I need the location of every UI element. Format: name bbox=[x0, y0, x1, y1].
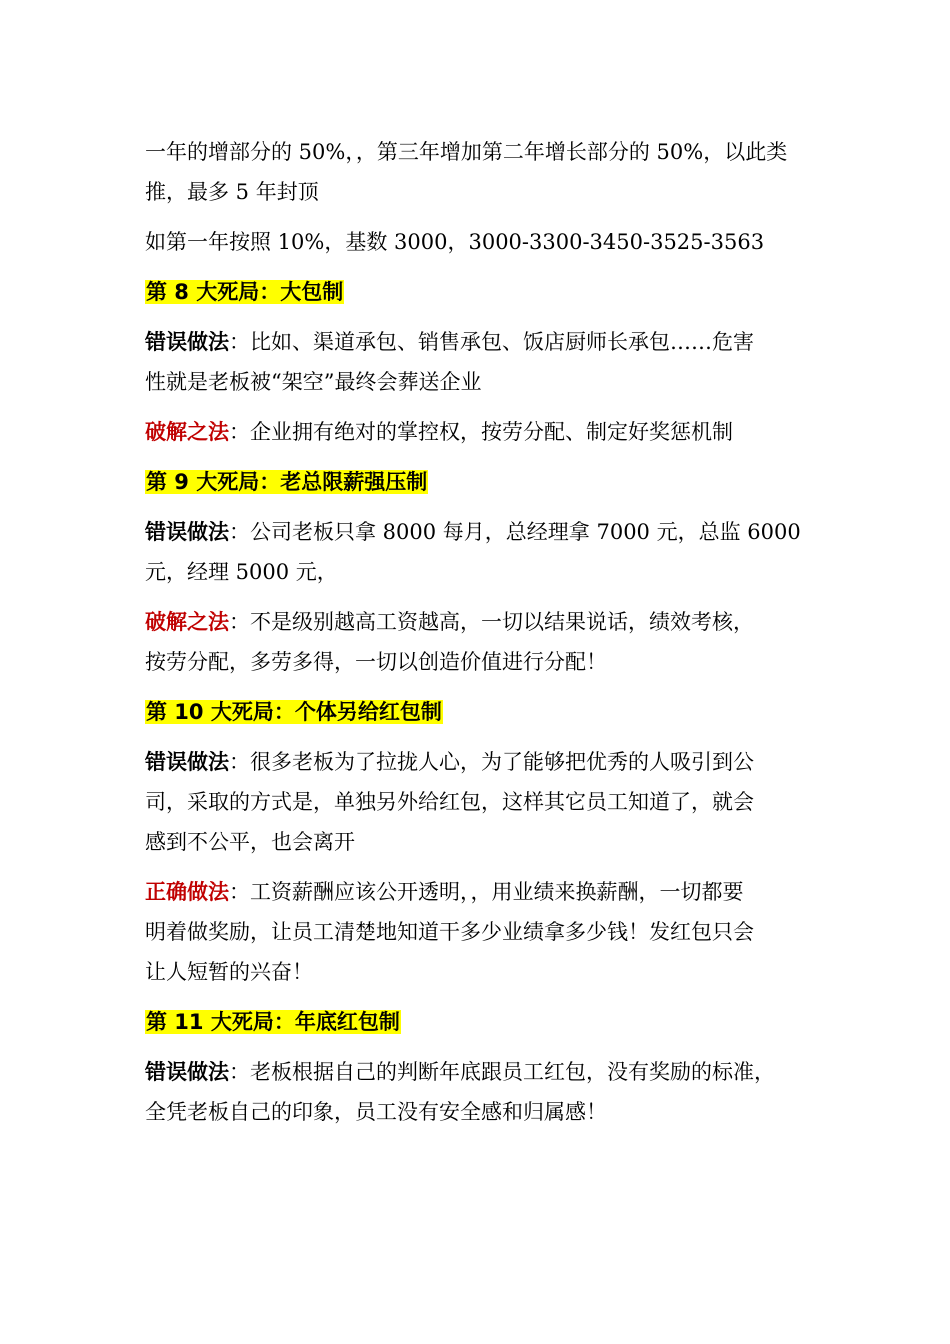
section-11-wrong-line-2: 全凭老板自己的印象，员工没有安全感和归属感！ bbox=[145, 1100, 607, 1124]
section-10-wrong-line-1 bbox=[145, 742, 820, 782]
section-11-wrong-text-1: ：老板根据自己的判断年底跟员工红包，没有奖励的标准， bbox=[229, 1060, 775, 1084]
section-9-fix-line-2: 按劳分配，多劳多得，一切以创造价值进行分配！ bbox=[145, 650, 607, 674]
fix-method-label: 破解之法 bbox=[145, 420, 229, 444]
section-10-fix-line-3: 让人短暂的兴奋！ bbox=[145, 960, 313, 984]
section-10-heading bbox=[145, 697, 820, 727]
section-10-fix-text-1: ：工资薪酬应该公开透明，，用业绩来换薪酬，一切都要 bbox=[229, 880, 744, 904]
section-11-title: 第 11 大死局：年底红包制 bbox=[146, 1010, 400, 1034]
section-10-wrong-line-2: 司，采取的方式是，单独另外给红包，这样其它员工知道了，就会 bbox=[145, 790, 754, 814]
wrong-practice-label: 错误做法 bbox=[145, 1060, 229, 1084]
section-9-wrong-text-1: ：公司老板只拿 8000 每月，总经理拿 7000 元，总监 6000 bbox=[229, 520, 801, 544]
section-8-wrong-line-2: 性就是老板被“架空”最终会葬送企业 bbox=[145, 370, 482, 394]
section-9-heading bbox=[145, 467, 820, 497]
section-8-heading bbox=[145, 277, 820, 307]
section-10-wrong-text-1: ：很多老板为了拉拢人心，为了能够把优秀的人吸引到公 bbox=[229, 750, 754, 774]
correct-method-label: 正确做法 bbox=[145, 880, 229, 904]
intro-line-2: 推，最多 5 年封顶 bbox=[145, 180, 319, 204]
intro-line-3: 如第一年按照 10%，基数 3000，3000-3300-3450-3525-3563 bbox=[145, 230, 765, 254]
section-9-wrong-line-2: 元，经理 5000 元， bbox=[145, 560, 338, 584]
section-9-fix-text-1: ：不是级别越高工资越高，一切以结果说话，绩效考核， bbox=[229, 610, 754, 634]
wrong-practice-label: 错误做法 bbox=[145, 520, 229, 544]
intro-line-1: 一年的增部分的 50%，，第三年增加第二年增长部分的 50%，以此类 bbox=[145, 140, 788, 164]
section-9-fix-line-1 bbox=[145, 602, 820, 642]
document-page bbox=[145, 132, 820, 1132]
fix-method-label: 破解之法 bbox=[145, 610, 229, 634]
section-10-fix-line-1 bbox=[145, 872, 820, 912]
section-9-wrong-line-1 bbox=[145, 512, 820, 552]
wrong-practice-label: 错误做法 bbox=[145, 750, 229, 774]
section-10-fix-line-2: 明着做奖励，让员工清楚地知道干多少业绩拿多少钱！发红包只会 bbox=[145, 920, 754, 944]
section-9-title: 第 9 大死局：老总限薪强压制 bbox=[146, 470, 428, 494]
section-8-wrong-line-1 bbox=[145, 322, 820, 362]
section-8-fix-text-1: ：企业拥有绝对的掌控权，按劳分配、制定好奖惩机制 bbox=[229, 420, 733, 444]
section-8-title: 第 8 大死局：大包制 bbox=[146, 280, 344, 304]
section-11-heading bbox=[145, 1007, 820, 1037]
wrong-practice-label: 错误做法 bbox=[145, 330, 229, 354]
section-11-wrong-line-1 bbox=[145, 1052, 820, 1092]
section-8-fix-line-1 bbox=[145, 412, 820, 452]
section-8-wrong-text-1: ：比如、渠道承包、销售承包、饭店厨师长承包……危害 bbox=[229, 330, 754, 354]
section-10-wrong-line-3: 感到不公平，也会离开 bbox=[145, 830, 355, 854]
section-10-title: 第 10 大死局：个体另给红包制 bbox=[146, 700, 442, 724]
